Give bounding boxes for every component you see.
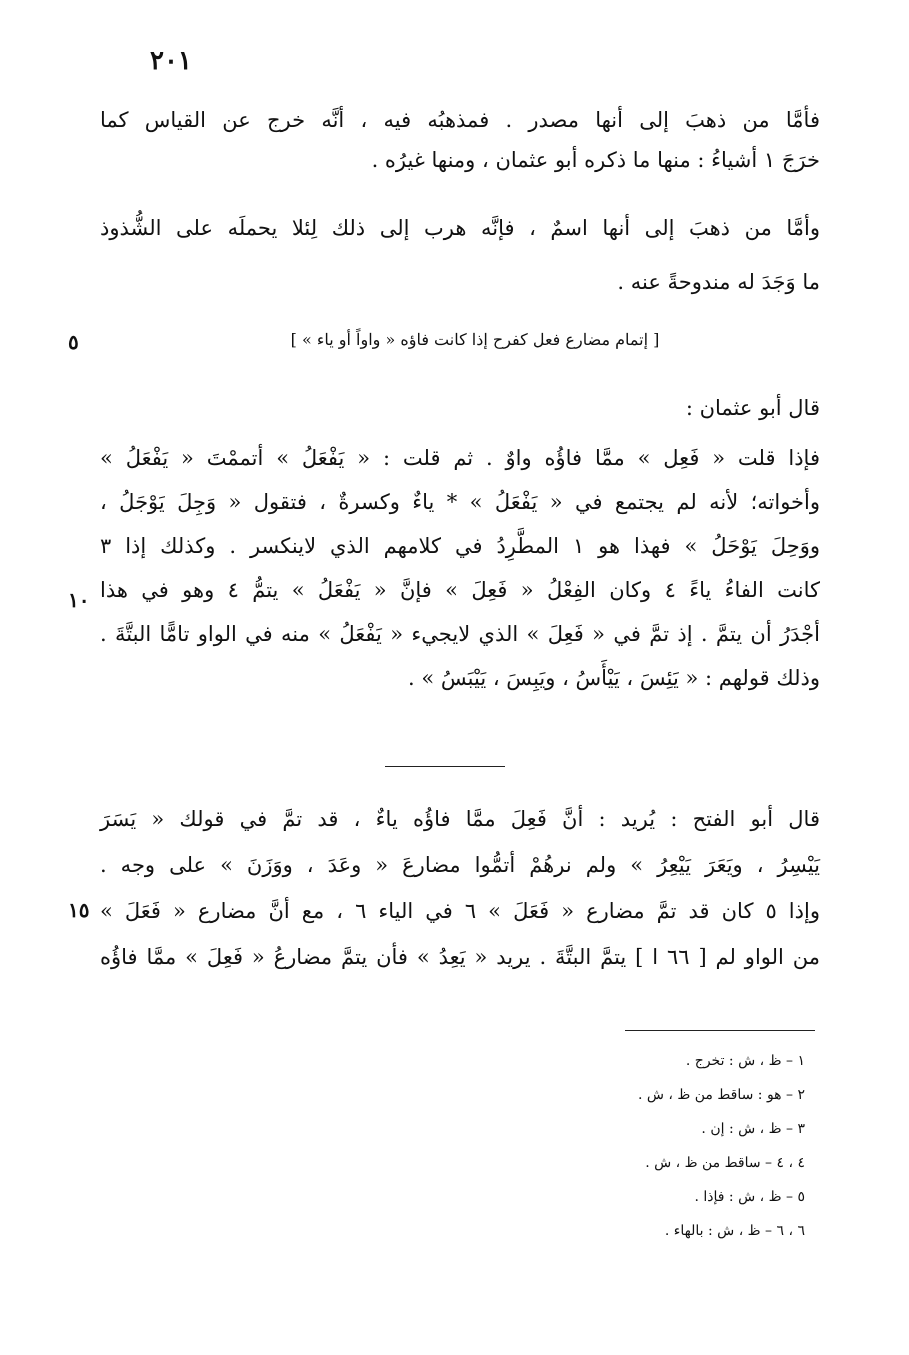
footnote: ٤ ، ٤ – ساقط من ظ ، ش . (645, 1155, 805, 1171)
paragraph-3 (100, 436, 820, 700)
paragraph-1 (100, 100, 820, 180)
line-number-margin: ٥ (68, 330, 79, 354)
speaker-line (100, 388, 820, 428)
footnotes (520, 1044, 805, 1248)
text-line: فأمَّا من ذهبَ إلى أنها مصدر . فمذهبُه فيه ، أنَّه خرج عن القياس كما (100, 108, 820, 132)
text-line: ما وَجَدَ له مندوحةً عنه . (617, 270, 820, 294)
footnote-separator (625, 1030, 815, 1031)
text-line: وأخواته؛ لأنه لم يجتمع في « يَفْعَلُ » * ياءٌ وكسرةٌ ، فتقول « وَجِلَ يَوْجَلُ ، (100, 490, 820, 514)
text-line: وذلك قولهم : « يَئِسَ ، يَيْأَسُ ، ويَبِسَ ، يَيْبَسُ » . (408, 666, 820, 690)
section-divider (385, 766, 505, 767)
text-line: أجْدَرُ أن يتمَّ . إذ تمَّ في « فَعِلَ » الذي لايجيء « يَفْعَلُ » منه في الواو تامًّا البتَّةَ . (100, 622, 820, 646)
page-number: ٢٠١ (150, 46, 192, 76)
footnote: ٢ – هو : ساقط من ظ ، ش . (637, 1087, 805, 1103)
text-line: فإذا قلت « فَعِل » ممَّا فاؤُه واوٌ . ثم قلت : « يَفْعَلُ » أتممْتَ « يَفْعَلُ » (100, 446, 820, 470)
text-line: يَيْسِرُ ، ويَعَرَ يَيْعِرُ » ولم نرهُمْ أتمُّوا مضارعَ « وعَدَ ، ووَزَنَ » على وجه . (100, 853, 820, 877)
line-number-margin: ١٠ (68, 588, 90, 612)
text-line: من الواو لم [ ٦٦ ا ] يتمَّ البتَّةَ . يريد « يَعِدُ » فأن يتمَّ مضارعُ « فَعِلَ » ممَّا فاؤُه (100, 945, 820, 969)
text-line: خرَجَ ١ أشياءُ : منها ما ذكره أبو عثمان ، ومنها غيرُه . (371, 148, 820, 172)
line-number-margin: ١٥ (68, 898, 90, 922)
text-line: وأمَّا من ذهبَ إلى أنها اسمٌ ، فإنَّه هرب إلى ذلك لِئلا يحملَه على الشُّذوذ (100, 216, 820, 240)
paragraph-4 (100, 796, 820, 980)
footnote: ١ – ظ ، ش : تخرج . (685, 1053, 805, 1069)
footnote: ٣ – ظ ، ش : إن . (701, 1121, 805, 1137)
text-line: قال أبو عثمان : (685, 396, 820, 420)
footnote: ٦ ، ٦ – ظ ، ش : بالهاء . (664, 1223, 805, 1239)
text-line: وإذا ٥ كان قد تمَّ مضارع « فَعَلَ » ٦ في الياء ٦ ، مع أنَّ مضارع « فَعَلَ » (100, 899, 820, 923)
text-line: كانت الفاءُ ياءً ٤ وكان الفِعْلُ « فَعِلَ » فإنَّ « يَفْعَلُ » يتمُّ ٤ وهو في هذا (100, 578, 820, 602)
section-heading: [ إتمام مضارع فعل كفرح إذا كانت فاؤه « واواً أو ياء » ] (290, 330, 660, 349)
footnote: ٥ – ظ ، ش : فإذا . (694, 1189, 805, 1205)
text-line: ووَحِلَ يَوْحَلُ » فهذا هو ١ المطَّرِدُ في كلامهم الذي لاينكسر . وكذلك إذا ٣ (100, 534, 820, 558)
text-line: قال أبو الفتح : يُريد : أنَّ فَعِلَ ممَّا فاؤُه ياءٌ ، قد تمَّ في قولك « يَسَرَ (100, 807, 820, 831)
paragraph-2 (100, 208, 820, 302)
